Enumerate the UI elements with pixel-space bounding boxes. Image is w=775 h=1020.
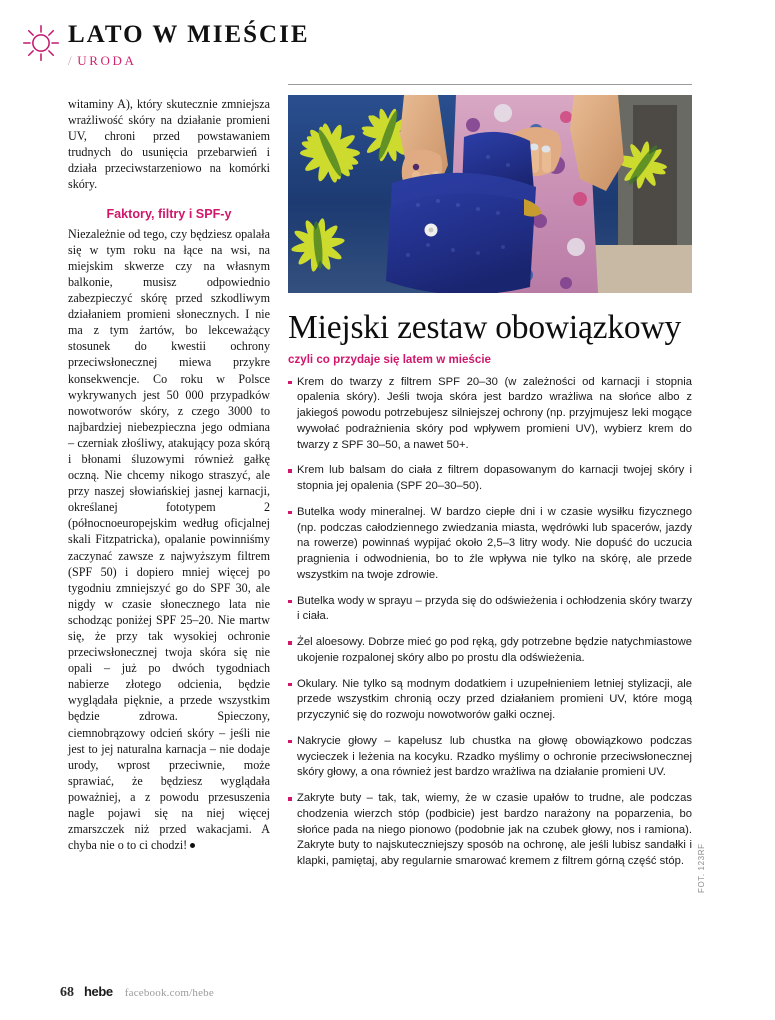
right-content-column [288,84,692,880]
slash-separator: / [68,53,75,69]
list-item: Butelka wody mineralnej. W bardzo ciepłe dni i w czasie wysiłku fizycznego (np. podczas całodziennego zwiedzania miasta, wędrówki lub spacerów, jazdy na rowerze) powinnaś wypijać około 2,5–3 litry wody. Nie dopuść do uczucia pragnienia i odwodnienia, bo to źle wpływa nie tylko na skórę, ale przede wszystkim na twoje zdrowie. [288,505,692,584]
section-subhead: Faktory, filtry i SPF-y [106,206,232,221]
list-item: Okulary. Nie tylko są modnym dodatkiem i uzupełnieniem letniej stylizacji, ale przede wszystkim chronią oczy przed działaniem promieni UV, które mogą przyczynić się do rozwoju nowotworów gałki ocznej. [288,677,692,724]
brand-logo: hebe [84,984,113,999]
page-title: LATO W MIEŚCIE [68,21,310,48]
list-item: Butelka wody w sprayu – przyda się do odświeżenia i ochłodzenia skóry twarzy i ciała. [288,594,692,626]
body-paragraph-1: witaminy A), który skutecznie zmniejsza wrażliwość skóry na działanie promieni UV, chroni przed powstawaniem trudnych do usunięcia przebarwień i działa przeciwstarzeniowo na komórki skóry. [68,97,270,192]
checklist [288,375,692,870]
end-mark [190,843,195,848]
article-photo [288,95,692,293]
sun-icon [18,20,64,66]
photo-credit: FOT. 123RF [697,843,706,893]
page-number: 68 [60,985,74,1000]
social-link[interactable]: facebook.com/hebe [124,987,214,999]
divider-rule [288,84,692,85]
list-item: Żel aloesowy. Dobrze mieć go pod ręką, gdy potrzebne będzie natychmiastowe ukojenie rozpalonej skóry albo po prostu dla odświeżenia. [288,635,692,667]
photo-illustration [288,95,692,293]
article-headline: Miejski zestaw obowiązkowy [288,309,681,346]
body-paragraph-2 [68,226,270,854]
body-paragraph-2-text: Niezależnie od tego, czy będziesz opalała się w tym roku na łące na wsi, na miejskim skwerze czy na własnym balkonie, musisz odpowiednio zabezpieczyć skórę przed szkodliwym działaniem promieni słonecznych. I nie ma z tym żartów, bo lekceważący stosunek do kwestii ochrony przeciwsłonecznej miewa przykre konsekwencje. Co roku w Polsce wykrywanych jest 50 000 przypadków nowotworów skóry, z czego 3000 to najbardziej niebezpieczna jego odmiana – czerniak złośliwy, atakujący poza skórą i błonami śluzowymi również gałkę oczną. Nie chcemy nikogo straszyć, ale przy naszej słowiańskiej jasnej karnacji, określanej fototypem 2 (północnoeuropejskim według oficjalnej skali Fitzpatricka), opalanie powinniśmy zaczynać zawsze z najwyższym filtrem (SPF 50) i dopiero mniej więcej po tygodniu zmniejszyć go do SPF 30, ale nigdy w czasie słonecznego lata nie schodząc poniżej SPF 25–20. Nie martw się, że przy tak wysokiej ochronie przeciwsłonecznej twoja skóra się nie opali – już po dwóch tygodniach nabierze złotego odcienia, będzie wyglądała pięknie, a przede wszystkim będzie zdrowa. Spieczony, ciemnobrązowy odcień skóry – jeśli nie jest to jej naturalna karnacja – nie dodaje urody, wprost przeciwnie, może sprawiać, że będziesz wyglądała poważniej, a z powodu przesuszenia nagle pojawi się na niej więcej zmarszczek niż przed wakacjami. A chyba nie o to ci chodzi! [68,226,270,853]
left-text-column [68,96,270,853]
masthead [18,18,310,69]
masthead-text [68,18,310,69]
list-item: Krem lub balsam do ciała z filtrem dopasowanym do karnacji twojej skóry i stopnia jej opalenia (SPF 20–30–50). [288,463,692,495]
section-label [68,53,310,69]
list-item: Krem do twarzy z filtrem SPF 20–30 (w zależności od karnacji i stopnia opalenia skóry). Jeśli twoja skóra jest bardzo wrażliwa na słońce albo z jakiegoś powodu potrzebujesz silniejszej ochrony (np. przyjmujesz leki mogące wywołać podrażnienia skóry pod wpływem promieni UV), wybierz krem do twarzy z SPF 30–50, a nawet 50+. [288,375,692,454]
section-name: URODA [77,53,137,69]
article-deck: czyli co przydaje się latem w mieście [288,352,491,366]
list-item: Nakrycie głowy – kapelusz lub chustka na głowę obowiązkowo podczas wycieczek i leżenia na kocyku. Rzadko myślimy o ochronie przeciwsłonecznej skóry głowy, a ona również jest bardzo wrażliwa na działanie promieni UV. [288,734,692,781]
page-footer [60,984,214,1001]
list-item: Zakryte buty – tak, tak, wiemy, że w czasie upałów to trudne, ale podczas chodzenia wierzch stóp (podbicie) jest bardzo narażony na poparzenia, bo słońce pada na niego pionowo (podobnie jak na czubek głowy, nos i ramiona). Zakryte buty to najskuteczniejszy sposób na ochronę, ale jeśli lubisz sandałki i klapki, pamiętaj, aby regularnie smarować kremem z filtrem górną część stóp. [288,791,692,870]
